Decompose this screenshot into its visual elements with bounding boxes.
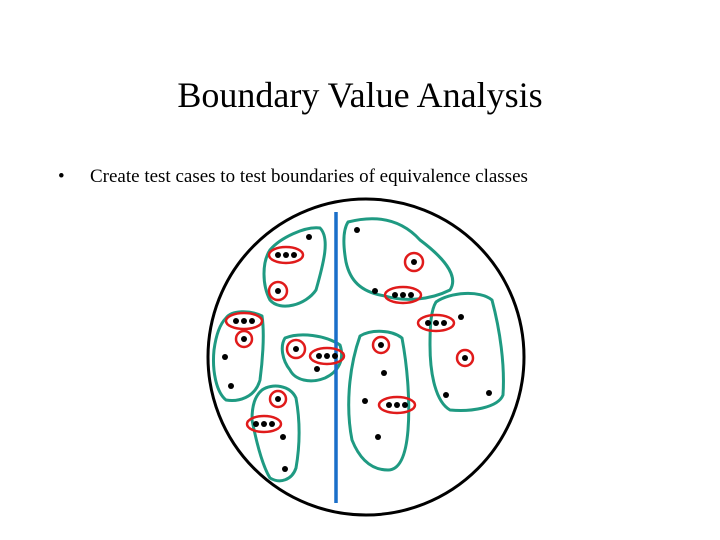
test-point	[280, 434, 286, 440]
bullet-text: Create test cases to test boundaries of equivalence classes	[90, 166, 528, 187]
test-point	[458, 314, 464, 320]
test-point	[462, 355, 468, 361]
test-point	[269, 421, 275, 427]
test-point	[392, 292, 398, 298]
test-point	[486, 390, 492, 396]
equivalence-classes	[214, 219, 504, 481]
test-point	[400, 292, 406, 298]
test-point	[332, 353, 338, 359]
test-point	[249, 318, 255, 324]
test-point	[228, 383, 234, 389]
test-point	[443, 392, 449, 398]
test-point	[375, 434, 381, 440]
test-point	[282, 466, 288, 472]
class-region-left	[214, 312, 264, 401]
test-point	[314, 366, 320, 372]
test-point	[233, 318, 239, 324]
test-point	[241, 336, 247, 342]
test-point	[261, 421, 267, 427]
class-region-top-left	[264, 228, 325, 306]
slide-title: Boundary Value Analysis	[177, 75, 543, 115]
test-point	[275, 252, 281, 258]
test-point	[275, 288, 281, 294]
test-point	[408, 292, 414, 298]
test-point	[402, 402, 408, 408]
input-domain-circle	[208, 199, 524, 515]
test-point	[441, 320, 447, 326]
test-point	[425, 320, 431, 326]
test-point	[283, 252, 289, 258]
test-point	[378, 342, 384, 348]
test-point	[394, 402, 400, 408]
test-point	[316, 353, 322, 359]
test-point	[241, 318, 247, 324]
test-point	[354, 227, 360, 233]
test-point	[306, 234, 312, 240]
test-point	[253, 421, 259, 427]
test-point	[222, 354, 228, 360]
test-point	[372, 288, 378, 294]
class-region-right	[430, 293, 503, 410]
test-point	[275, 396, 281, 402]
bullet-marker: •	[58, 166, 65, 187]
test-point	[324, 353, 330, 359]
test-point	[293, 346, 299, 352]
test-point	[386, 402, 392, 408]
test-point	[411, 259, 417, 265]
test-point	[291, 252, 297, 258]
test-point	[433, 320, 439, 326]
test-point	[381, 370, 387, 376]
test-point	[362, 398, 368, 404]
